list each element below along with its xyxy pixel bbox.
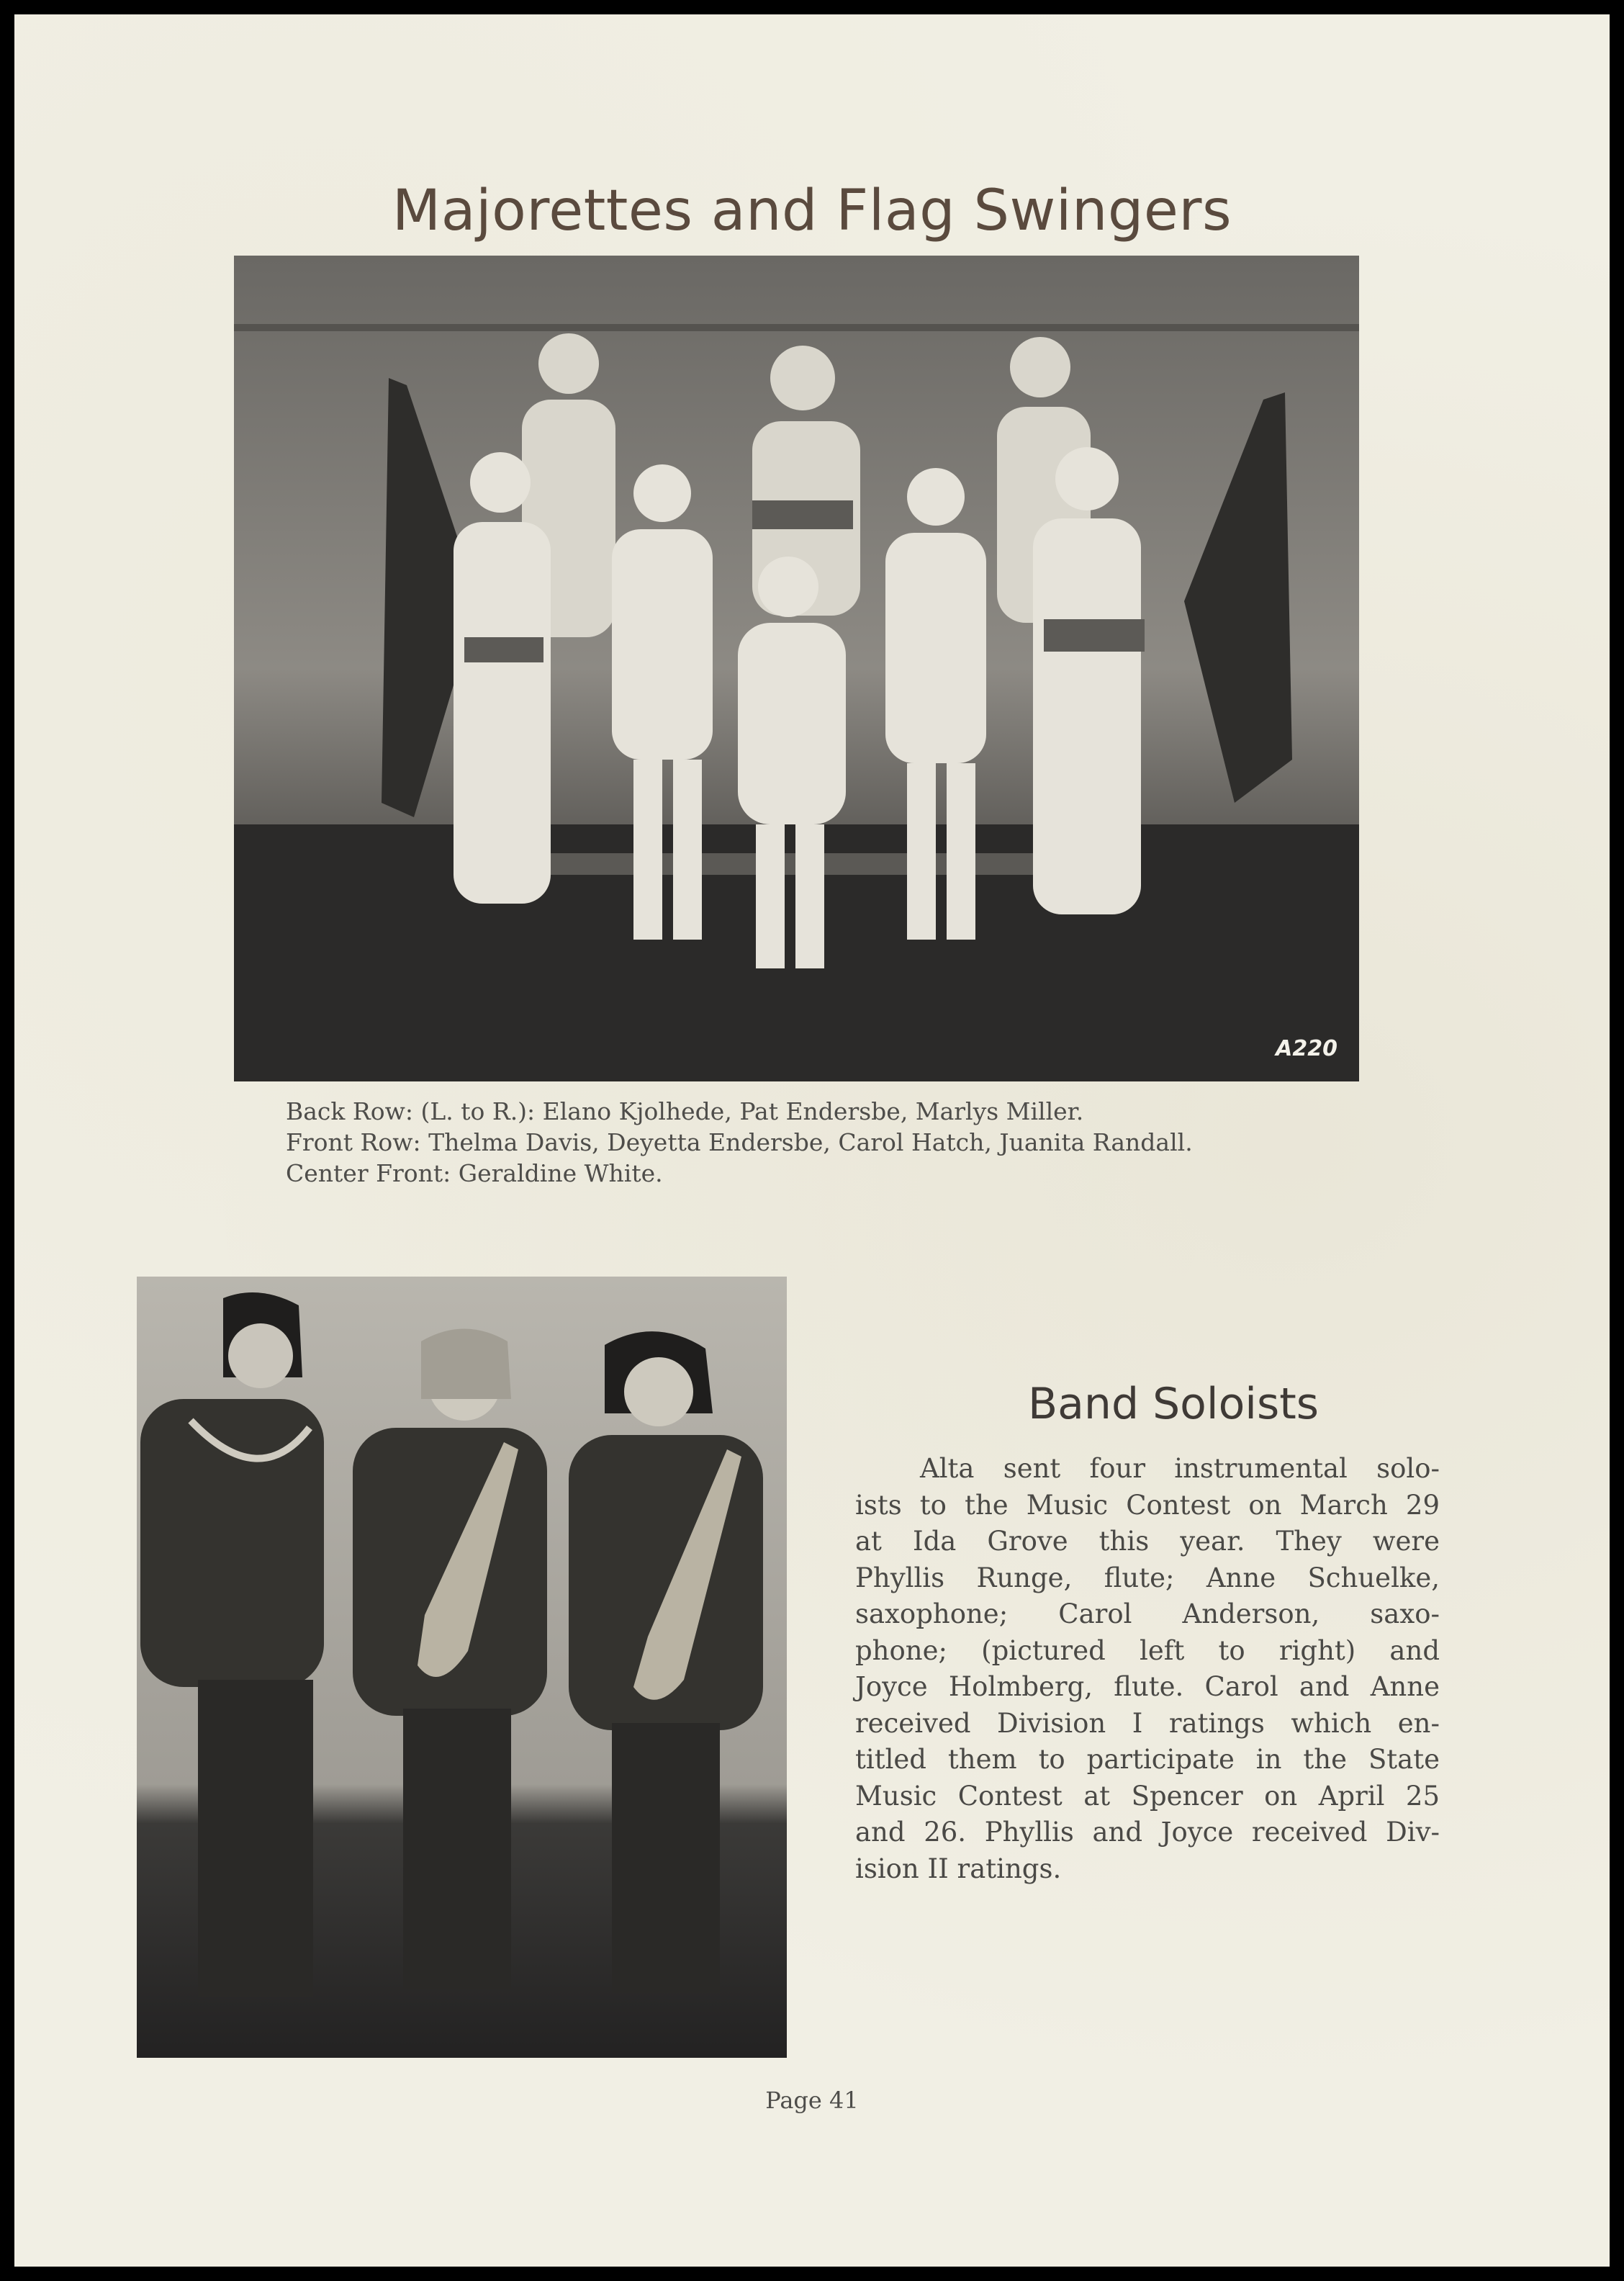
- majorettes-photo-drawing: [234, 256, 1359, 1081]
- soloists-paragraph: [855, 1451, 1440, 1887]
- soloists-heading: Band Soloists: [1027, 1379, 1319, 1429]
- paragraph-line: and 26. Phyllis and Joyce received Div-: [855, 1817, 1440, 1848]
- soloists-photo: [137, 1277, 787, 2058]
- paragraph-line: received Division I ratings which en-: [855, 1707, 1440, 1739]
- paragraph-line: phone; (pictured left to right) and: [855, 1634, 1440, 1666]
- paragraph-line: ision II ratings.: [855, 1853, 1062, 1884]
- page-heading: Majorettes and Flag Swingers: [392, 179, 1232, 243]
- paragraph-line: ists to the Music Contest on March 29: [855, 1489, 1440, 1521]
- paragraph-line: Joyce Holmberg, flute. Carol and Anne: [855, 1671, 1440, 1702]
- yearbook-page: [14, 14, 1610, 2267]
- majorettes-photo: [234, 256, 1359, 1081]
- paragraph-line: at Ida Grove this year. They were: [855, 1526, 1440, 1557]
- page-number: Page 41: [765, 2087, 859, 2114]
- majorettes-caption: [286, 1096, 1366, 1189]
- caption-front-row: Front Row: Thelma Davis, Deyetta Endersbe, Carol Hatch, Juanita Randall.: [286, 1128, 1193, 1156]
- paragraph-line: Phyllis Runge, flute; Anne Schuelke,: [855, 1562, 1440, 1593]
- caption-back-row: Back Row: (L. to R.): Elano Kjolhede, Pat Endersbe, Marlys Miller.: [286, 1097, 1084, 1125]
- paragraph-line: saxophone; Carol Anderson, saxo-: [855, 1598, 1440, 1629]
- soloists-photo-drawing: [137, 1277, 787, 2058]
- paragraph-line: Alta sent four instrumental solo-: [920, 1453, 1440, 1484]
- paragraph-line: titled them to participate in the State: [855, 1744, 1440, 1775]
- photo-code: A220: [1276, 1036, 1337, 1061]
- paragraph-line: Music Contest at Spencer on April 25: [855, 1780, 1440, 1812]
- caption-center-front: Center Front: Geraldine White.: [286, 1159, 663, 1187]
